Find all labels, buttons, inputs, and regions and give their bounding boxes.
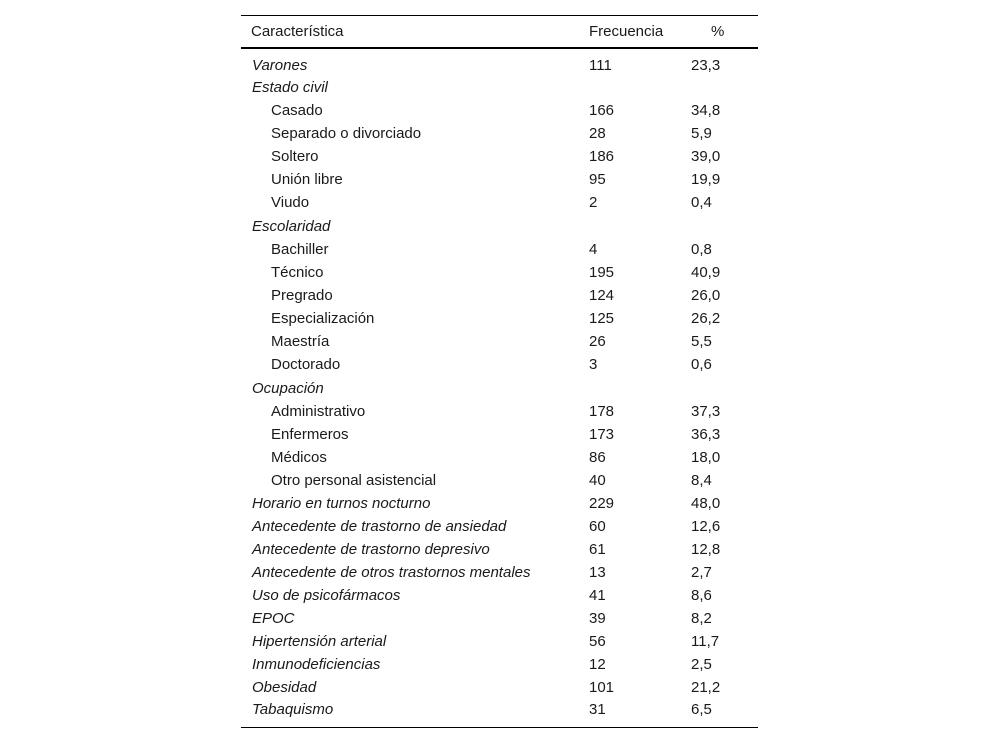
row-frequency: 166 <box>589 102 615 119</box>
row-percent: 8,6 <box>691 587 712 604</box>
row-label: Varones <box>252 57 308 74</box>
row-frequency: 12 <box>589 656 606 673</box>
header-frequency: Frecuencia <box>589 23 664 40</box>
row-frequency: 95 <box>589 171 606 188</box>
row-percent: 21,2 <box>691 679 721 696</box>
row-frequency: 56 <box>589 633 606 650</box>
row-percent: 36,3 <box>691 426 721 443</box>
characteristics-table-container <box>241 15 758 728</box>
table-row <box>241 75 758 99</box>
row-percent: 37,3 <box>691 403 721 420</box>
row-label: Horario en turnos nocturno <box>252 495 431 512</box>
row-frequency: 13 <box>589 564 606 581</box>
table-row <box>241 515 758 538</box>
table-row <box>241 653 758 676</box>
table-row <box>241 376 758 400</box>
table-header <box>241 16 758 49</box>
row-frequency <box>578 75 678 99</box>
row-label: Doctorado <box>271 356 341 373</box>
row-percent: 0,4 <box>691 194 712 211</box>
row-label: Administrativo <box>271 403 366 420</box>
row-label: Técnico <box>271 264 324 281</box>
table-row <box>241 446 758 469</box>
row-percent <box>678 75 758 99</box>
row-frequency: 173 <box>589 426 615 443</box>
row-label: Especialización <box>271 310 375 327</box>
row-percent: 5,9 <box>691 125 712 142</box>
table-row <box>241 168 758 191</box>
table-row <box>241 469 758 492</box>
row-label: Maestría <box>271 333 330 350</box>
row-percent: 48,0 <box>691 495 721 512</box>
row-percent: 26,2 <box>691 310 721 327</box>
row-frequency: 3 <box>589 356 598 373</box>
row-frequency: 111 <box>589 57 612 74</box>
row-percent: 11,7 <box>691 633 720 650</box>
group-label: Escolaridad <box>252 217 331 235</box>
table-body <box>241 48 758 728</box>
header-row <box>241 16 758 49</box>
row-frequency: 125 <box>589 310 615 327</box>
row-percent <box>678 376 758 400</box>
row-percent: 2,5 <box>691 656 712 673</box>
table-row <box>241 99 758 122</box>
header-percent: % <box>711 23 725 40</box>
row-frequency: 60 <box>589 518 606 535</box>
table-row <box>241 261 758 284</box>
row-percent: 6,5 <box>691 701 712 718</box>
row-frequency: 86 <box>589 449 606 466</box>
table-row <box>241 48 758 75</box>
table-row <box>241 145 758 168</box>
row-percent: 8,2 <box>691 610 712 627</box>
row-frequency: 39 <box>589 610 606 627</box>
table-row <box>241 307 758 330</box>
group-label: Estado civil <box>252 78 328 96</box>
row-percent: 0,6 <box>691 356 712 373</box>
row-frequency: 101 <box>589 679 615 696</box>
row-frequency: 31 <box>589 701 606 718</box>
row-frequency <box>578 214 678 238</box>
row-label: Obesidad <box>252 679 317 696</box>
row-label: Bachiller <box>271 241 329 258</box>
row-percent: 0,8 <box>691 241 712 258</box>
row-label: Hipertensión arterial <box>252 633 387 650</box>
row-percent: 2,7 <box>691 564 712 581</box>
characteristics-table <box>241 15 758 728</box>
row-percent: 34,8 <box>691 102 721 119</box>
table-row <box>241 607 758 630</box>
table-row <box>241 584 758 607</box>
row-frequency <box>578 376 678 400</box>
row-label: Unión libre <box>271 171 343 188</box>
row-frequency: 40 <box>589 472 606 489</box>
row-percent: 18,0 <box>691 449 721 466</box>
row-percent <box>678 214 758 238</box>
table-row <box>241 122 758 145</box>
row-frequency: 229 <box>589 495 615 512</box>
row-label: EPOC <box>252 610 295 627</box>
row-frequency: 124 <box>589 287 615 304</box>
row-label: Enfermeros <box>271 426 349 443</box>
row-percent: 5,5 <box>691 333 712 350</box>
table-row <box>241 284 758 307</box>
row-label: Soltero <box>271 148 319 165</box>
table-row <box>241 676 758 699</box>
table-row <box>241 191 758 214</box>
row-label: Pregrado <box>271 287 333 304</box>
row-frequency: 28 <box>589 125 606 142</box>
row-frequency: 26 <box>589 333 606 350</box>
row-percent: 19,9 <box>691 171 721 188</box>
row-percent: 12,6 <box>691 518 721 535</box>
table-row <box>241 699 758 728</box>
row-percent: 26,0 <box>691 287 721 304</box>
row-label: Otro personal asistencial <box>271 472 437 489</box>
row-label: Médicos <box>271 449 327 466</box>
row-frequency: 178 <box>589 403 615 420</box>
row-frequency: 186 <box>589 148 615 165</box>
table-row <box>241 630 758 653</box>
row-frequency: 41 <box>589 587 606 604</box>
row-percent: 12,8 <box>691 541 721 558</box>
table-row <box>241 330 758 353</box>
row-label: Antecedente de trastorno depresivo <box>252 541 490 558</box>
row-label: Tabaquismo <box>252 701 334 718</box>
table-row <box>241 423 758 446</box>
group-label: Ocupación <box>252 379 324 397</box>
row-frequency: 4 <box>589 241 598 258</box>
row-frequency: 61 <box>589 541 606 558</box>
header-characteristic: Característica <box>251 23 344 40</box>
row-frequency: 2 <box>589 194 598 211</box>
table-row <box>241 561 758 584</box>
row-percent: 23,3 <box>691 57 721 74</box>
row-frequency: 195 <box>589 264 615 281</box>
row-percent: 39,0 <box>691 148 721 165</box>
row-label: Uso de psicofármacos <box>252 587 401 604</box>
table-row <box>241 538 758 561</box>
row-percent: 40,9 <box>691 264 721 281</box>
row-percent: 8,4 <box>691 472 712 489</box>
row-label: Antecedente de trastorno de ansiedad <box>252 518 507 535</box>
table-row <box>241 238 758 261</box>
row-label: Antecedente de otros trastornos mentales <box>252 564 531 581</box>
row-label: Inmunodeficiencias <box>252 656 381 673</box>
table-row <box>241 400 758 423</box>
row-label: Casado <box>271 102 323 119</box>
table-row <box>241 492 758 515</box>
table-row <box>241 214 758 238</box>
row-label: Viudo <box>271 194 310 211</box>
table-row <box>241 353 758 376</box>
row-label: Separado o divorciado <box>271 125 422 142</box>
